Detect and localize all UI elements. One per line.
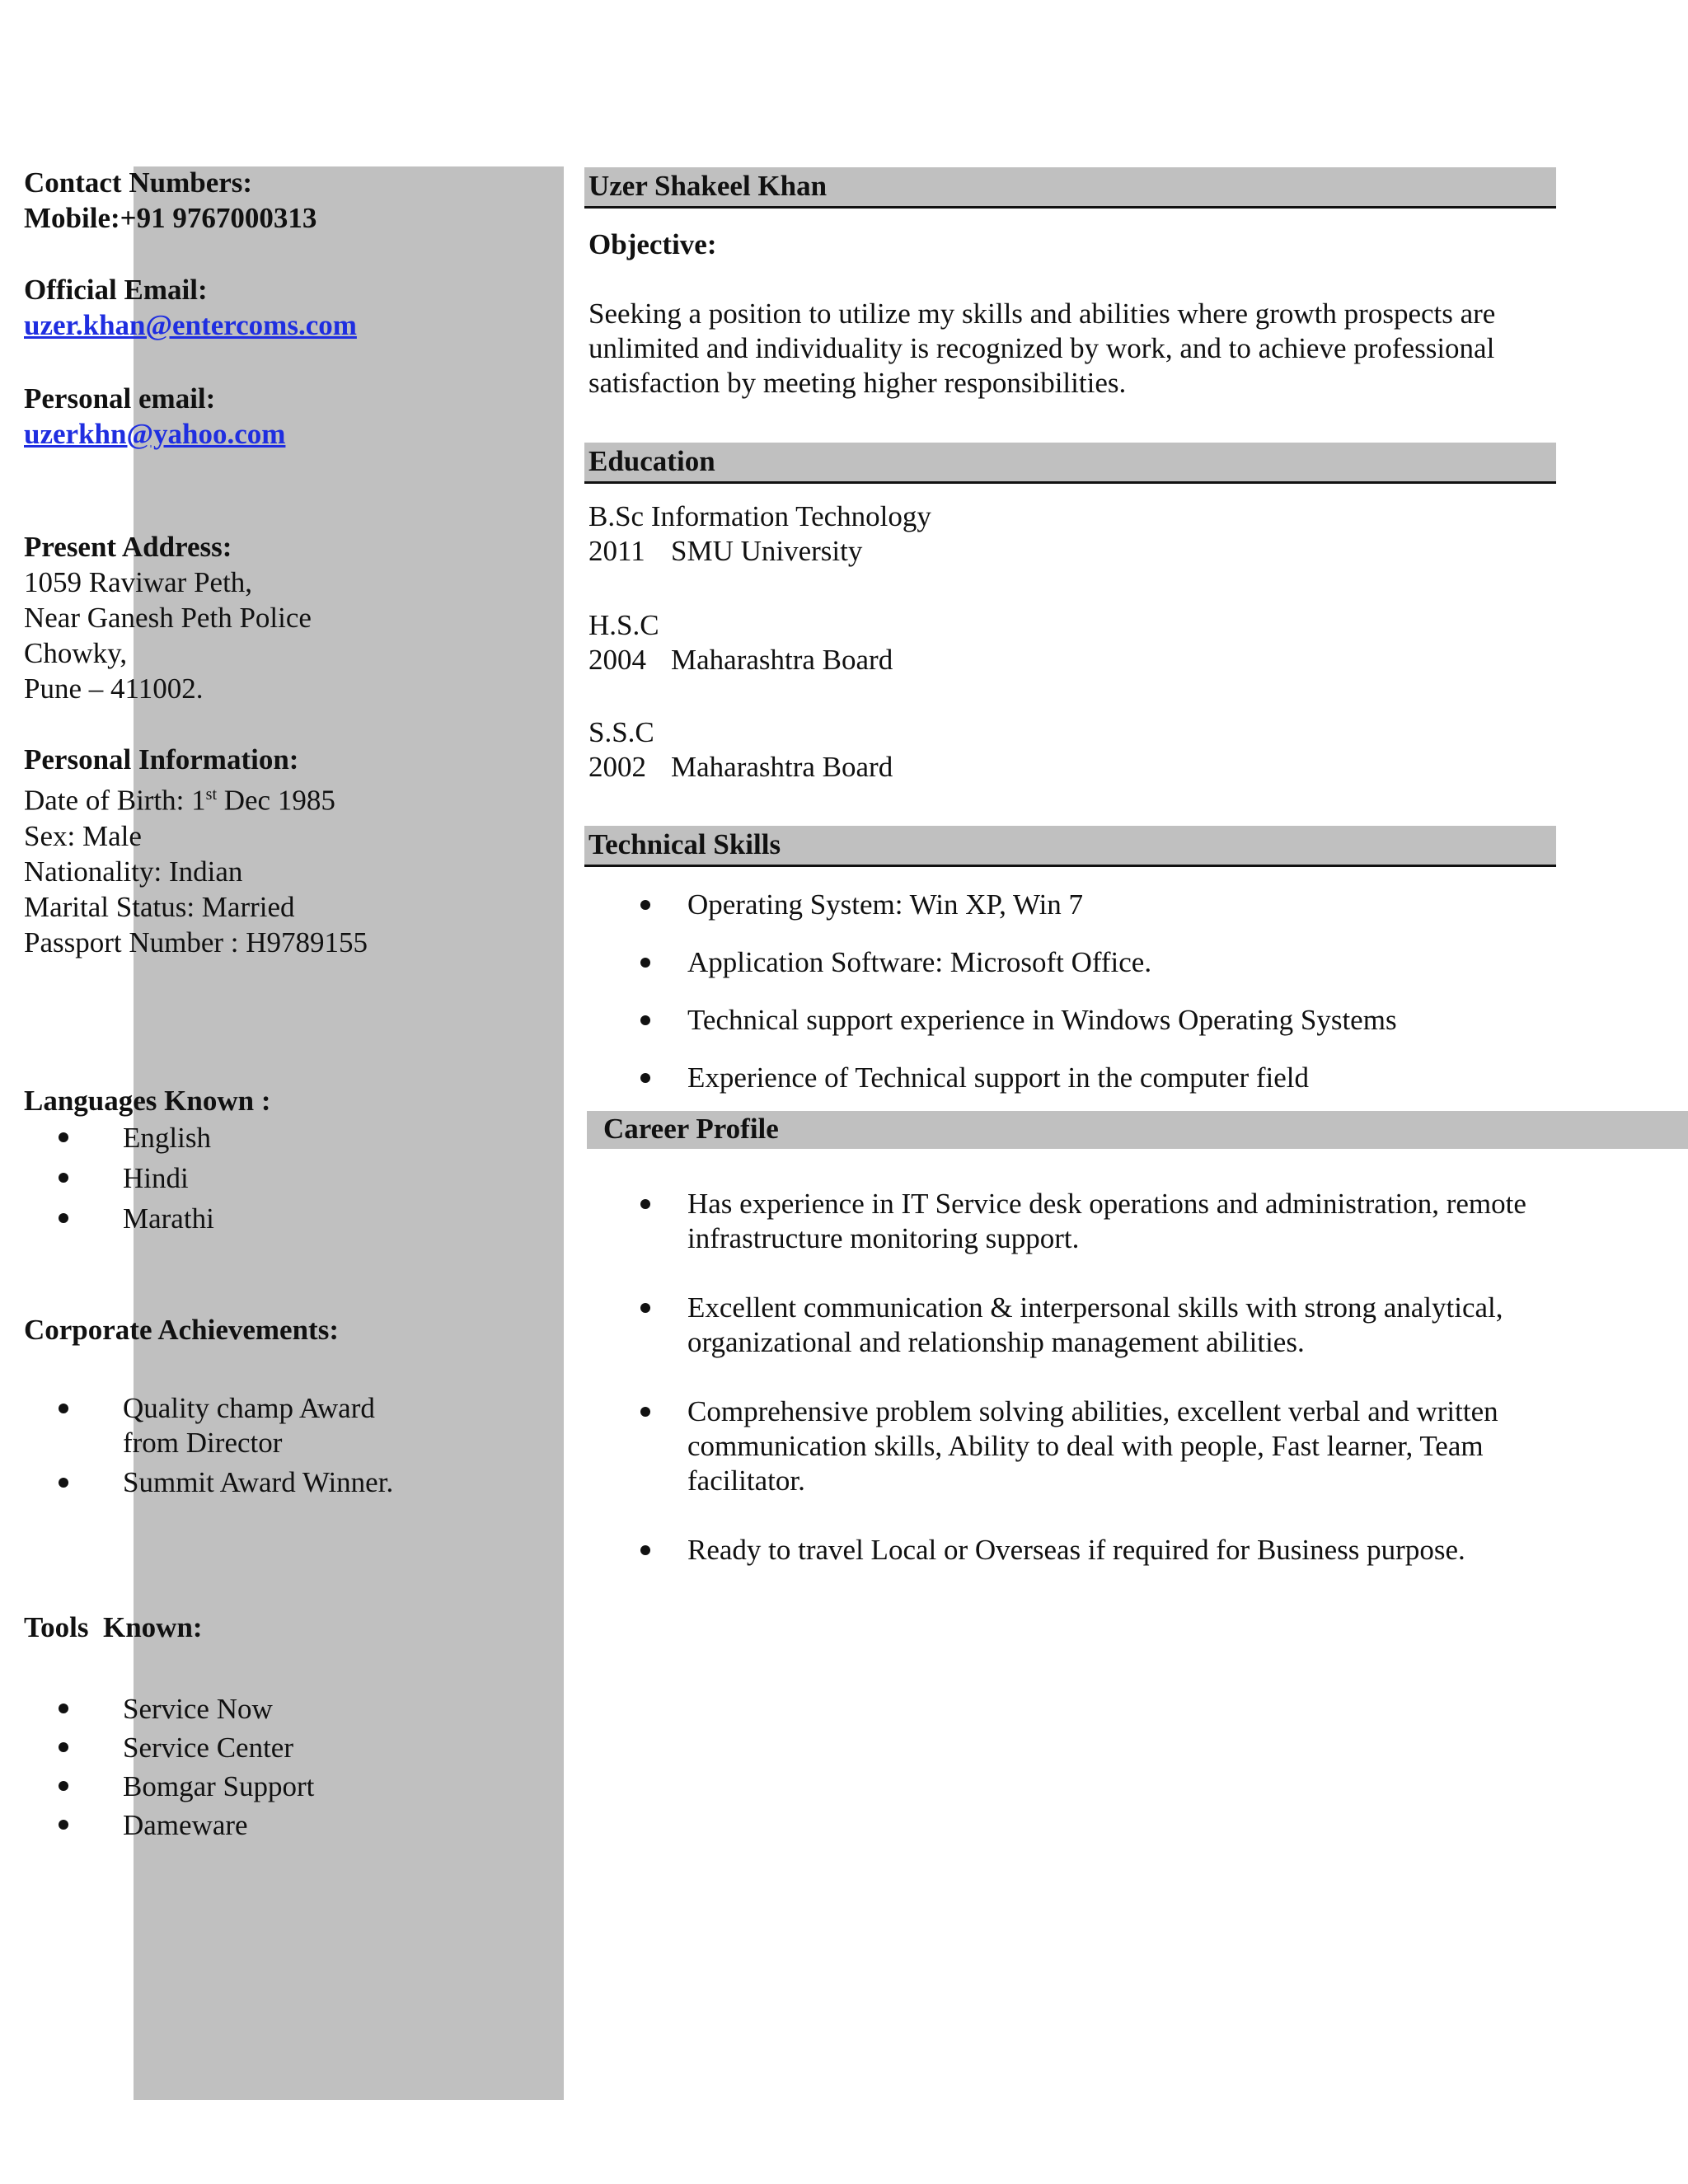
institution: SMU University [671, 535, 863, 567]
year: 2002 [588, 751, 646, 783]
achievements-list [24, 1391, 395, 1505]
languages-list [24, 1118, 420, 1239]
list-item: Service Now [24, 1690, 420, 1728]
list-item: Hindi [24, 1158, 420, 1198]
education-bar [584, 443, 1556, 484]
degree: H.S.C [588, 609, 659, 641]
skills-heading: Technical Skills [588, 828, 781, 860]
personal-email-heading: Personal email: [24, 382, 216, 415]
official-email-link[interactable]: uzer.khan@entercoms.com [24, 309, 357, 341]
education-entry [588, 499, 1553, 569]
list-item: Dameware [24, 1806, 420, 1844]
education-entry [588, 715, 1553, 785]
candidate-name: Uzer Shakeel Khan [588, 170, 828, 202]
contact-heading: Contact Numbers: [24, 166, 253, 199]
year: 2011 [588, 535, 645, 567]
list-item: Experience of Technical support in the computer field [588, 1061, 1545, 1095]
address-line: 1059 Raviwar Peth, [24, 566, 253, 598]
career-heading: Career Profile [603, 1113, 779, 1145]
marital-status: Marital Status: Married [24, 890, 295, 923]
passport-number: Passport Number : H9789155 [24, 926, 368, 958]
list-item: Bomgar Support [24, 1767, 420, 1806]
tools-list [24, 1690, 420, 1844]
mobile-number: Mobile:+91 9767000313 [24, 202, 317, 234]
list-item: Application Software: Microsoft Office. [588, 945, 1545, 980]
date-of-birth: Date of Birth: 1st Dec 1985 [24, 784, 335, 817]
official-email-section [24, 272, 420, 343]
objective-text: Seeking a position to utilize my skills and abilities where growth prospects are unlimited and individuality is recognized by work, and to achieve professional satisfaction by meeting higher responsibilities. [588, 298, 1496, 399]
nationality: Nationality: Indian [24, 855, 243, 888]
list-item: Has experience in IT Service desk operations and administration, remote infrastructure monitoring support. [588, 1187, 1553, 1256]
list-item: Quality champ Award from Director [24, 1391, 395, 1460]
address-heading: Present Address: [24, 531, 232, 563]
education-heading: Education [588, 445, 715, 477]
personal-info-heading: Personal Information: [24, 743, 299, 776]
list-item: Marathi [24, 1198, 420, 1239]
list-item: Comprehensive problem solving abilities, excellent verbal and written communication skills, Ability to deal with people, Fast learner, Team facilitator. [588, 1394, 1553, 1498]
year: 2004 [588, 644, 646, 676]
list-item: Excellent communication & interpersonal skills with strong analytical, organizational and relationship management abilities. [588, 1291, 1553, 1360]
contact-section [24, 165, 420, 236]
institution: Maharashtra Board [671, 751, 893, 783]
address-section [24, 529, 420, 706]
languages-heading: Languages Known : [24, 1085, 271, 1117]
address-line: Pune – 411002. [24, 673, 204, 705]
list-item: English [24, 1118, 420, 1158]
degree: B.Sc Information Technology [588, 500, 931, 532]
sex: Sex: Male [24, 819, 142, 852]
address-line: Near Ganesh Peth Police [24, 602, 312, 634]
education-entry [588, 608, 1553, 677]
address-line: Chowky, [24, 637, 128, 669]
list-item: Operating System: Win XP, Win 7 [588, 888, 1545, 922]
degree: S.S.C [588, 716, 654, 748]
personal-email-section [24, 381, 420, 452]
personal-info-section [24, 742, 420, 960]
list-item: Service Center [24, 1728, 420, 1767]
career-list [588, 1187, 1553, 1602]
institution: Maharashtra Board [671, 644, 893, 676]
list-item: Summit Award Winner. [24, 1465, 395, 1500]
list-item: Ready to travel Local or Overseas if required for Business purpose. [588, 1533, 1553, 1568]
list-item: Technical support experience in Windows Operating Systems [588, 1003, 1545, 1038]
objective-heading: Objective: [588, 228, 717, 260]
achievements-heading: Corporate Achievements: [24, 1314, 339, 1346]
official-email-heading: Official Email: [24, 274, 208, 306]
tools-heading: Tools Known: [24, 1611, 203, 1643]
skills-list [588, 888, 1545, 1118]
personal-email-link[interactable]: uzerkhn@yahoo.com [24, 418, 286, 450]
